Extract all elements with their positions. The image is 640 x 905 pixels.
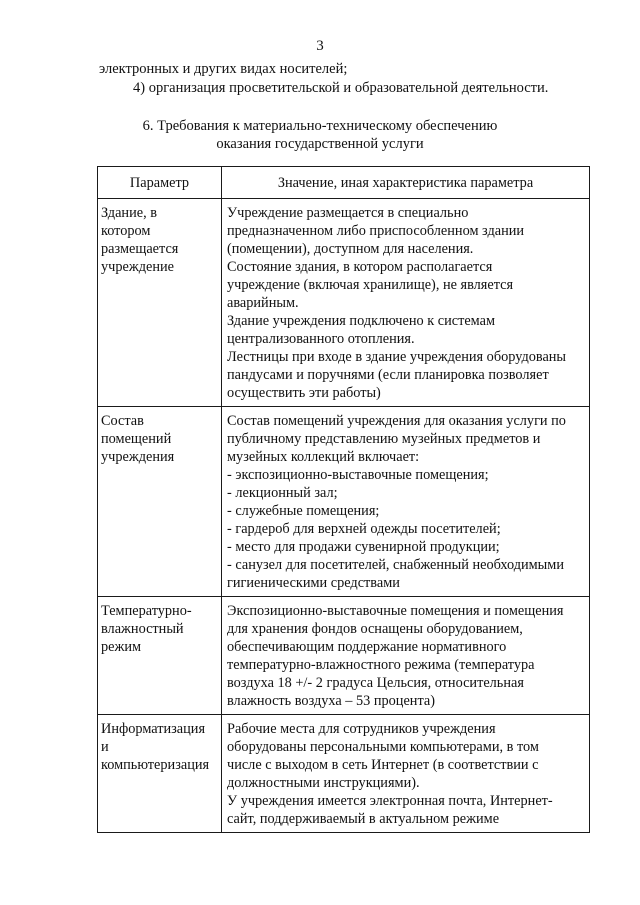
parameter-line: влажностный bbox=[101, 621, 184, 637]
parameter-cell bbox=[98, 715, 222, 833]
table-header-row bbox=[98, 167, 590, 199]
parameter-line: учреждения bbox=[101, 449, 175, 465]
parameter-line: учреждение bbox=[101, 259, 174, 275]
value-line: сайт, поддерживаемый в актуальном режиме bbox=[227, 811, 500, 827]
parameter-cell bbox=[98, 407, 222, 597]
parameter-cell bbox=[98, 199, 222, 407]
section-title-line-1: 6. Требования к материально-техническому обеспечению bbox=[142, 118, 498, 134]
parameter-line: котором bbox=[101, 223, 151, 239]
table-row bbox=[98, 199, 590, 407]
intro-line-2: 4) организация просветительской и образовательной деятельности. bbox=[133, 80, 549, 96]
table-row bbox=[98, 597, 590, 715]
value-line: Состав помещений учреждения для оказания услуги по bbox=[227, 413, 566, 429]
parameter-line: Здание, в bbox=[101, 205, 157, 221]
value-line: предназначенном либо приспособленном здании bbox=[227, 223, 525, 239]
requirements-table bbox=[97, 166, 590, 833]
parameter-line: и bbox=[101, 739, 109, 755]
value-line: - экспозиционно-выставочные помещения; bbox=[227, 467, 489, 483]
value-line: - служебные помещения; bbox=[227, 503, 380, 519]
value-cell bbox=[222, 199, 590, 407]
parameter-line: Состав bbox=[101, 413, 144, 429]
value-line: должностными инструкциями). bbox=[227, 775, 420, 791]
section-title-line-2: оказания государственной услуги bbox=[216, 136, 424, 152]
value-line: - санузел для посетителей, снабженный необходимыми bbox=[227, 557, 564, 573]
value-line: - место для продажи сувенирной продукции; bbox=[227, 539, 500, 555]
intro-line-1: электронных и других видах носителей; bbox=[99, 61, 348, 77]
value-line: осуществить эти работы) bbox=[227, 385, 381, 401]
parameter-line: размещается bbox=[101, 241, 179, 257]
value-line: Здание учреждения подключено к системам bbox=[227, 313, 496, 329]
value-line: Состояние здания, в котором располагается bbox=[227, 259, 493, 275]
value-line: музейных коллекций включает: bbox=[227, 449, 420, 465]
table-row bbox=[98, 715, 590, 833]
value-line: (помещении), доступном для населения. bbox=[227, 241, 474, 257]
parameter-line: Температурно- bbox=[101, 603, 192, 619]
page-number: 3 bbox=[316, 38, 324, 54]
value-line: Экспозиционно-выставочные помещения и помещения bbox=[227, 603, 564, 619]
value-line: Лестницы при входе в здание учреждения оборудованы bbox=[227, 349, 567, 365]
parameter-line: Информатизация bbox=[101, 721, 206, 737]
value-line: числе с выходом в сеть Интернет (в соответствии с bbox=[227, 757, 539, 773]
parameter-line: помещений bbox=[101, 431, 172, 447]
value-line: учреждение (включая хранилище), не является bbox=[227, 277, 514, 293]
value-line: - лекционный зал; bbox=[227, 485, 338, 501]
value-line: Рабочие места для сотрудников учреждения bbox=[227, 721, 496, 737]
value-line: гигиеническими средствами bbox=[227, 575, 400, 591]
value-line: для хранения фондов оснащены оборудованием, bbox=[227, 621, 523, 637]
value-line: Учреждение размещается в специально bbox=[227, 205, 469, 221]
value-line: пандусами и поручнями (если планировка позволяет bbox=[227, 367, 549, 383]
header-value: Значение, иная характеристика параметра bbox=[222, 167, 590, 199]
parameter-cell bbox=[98, 597, 222, 715]
value-cell bbox=[222, 597, 590, 715]
value-cell bbox=[222, 715, 590, 833]
parameter-line: компьютеризация bbox=[101, 757, 210, 773]
value-line: влажность воздуха – 53 процента) bbox=[227, 693, 435, 709]
value-line: централизованного отопления. bbox=[227, 331, 415, 347]
value-cell bbox=[222, 407, 590, 597]
value-line: обеспечивающим поддержание нормативного bbox=[227, 639, 507, 655]
value-line: публичному представлению музейных предметов и bbox=[227, 431, 541, 447]
section-title bbox=[0, 117, 640, 153]
table-row bbox=[98, 407, 590, 597]
value-line: оборудованы персональными компьютерами, в том bbox=[227, 739, 539, 755]
value-line: У учреждения имеется электронная почта, Интернет- bbox=[227, 793, 553, 809]
value-line: - гардероб для верхней одежды посетителей; bbox=[227, 521, 501, 537]
value-line: температурно-влажностного режима (температура bbox=[227, 657, 535, 673]
parameter-line: режим bbox=[101, 639, 142, 655]
value-line: аварийным. bbox=[227, 295, 299, 311]
table-body bbox=[98, 199, 590, 833]
header-parameter: Параметр bbox=[98, 167, 222, 199]
value-line: воздуха 18 +/- 2 градуса Цельсия, относительная bbox=[227, 675, 524, 691]
